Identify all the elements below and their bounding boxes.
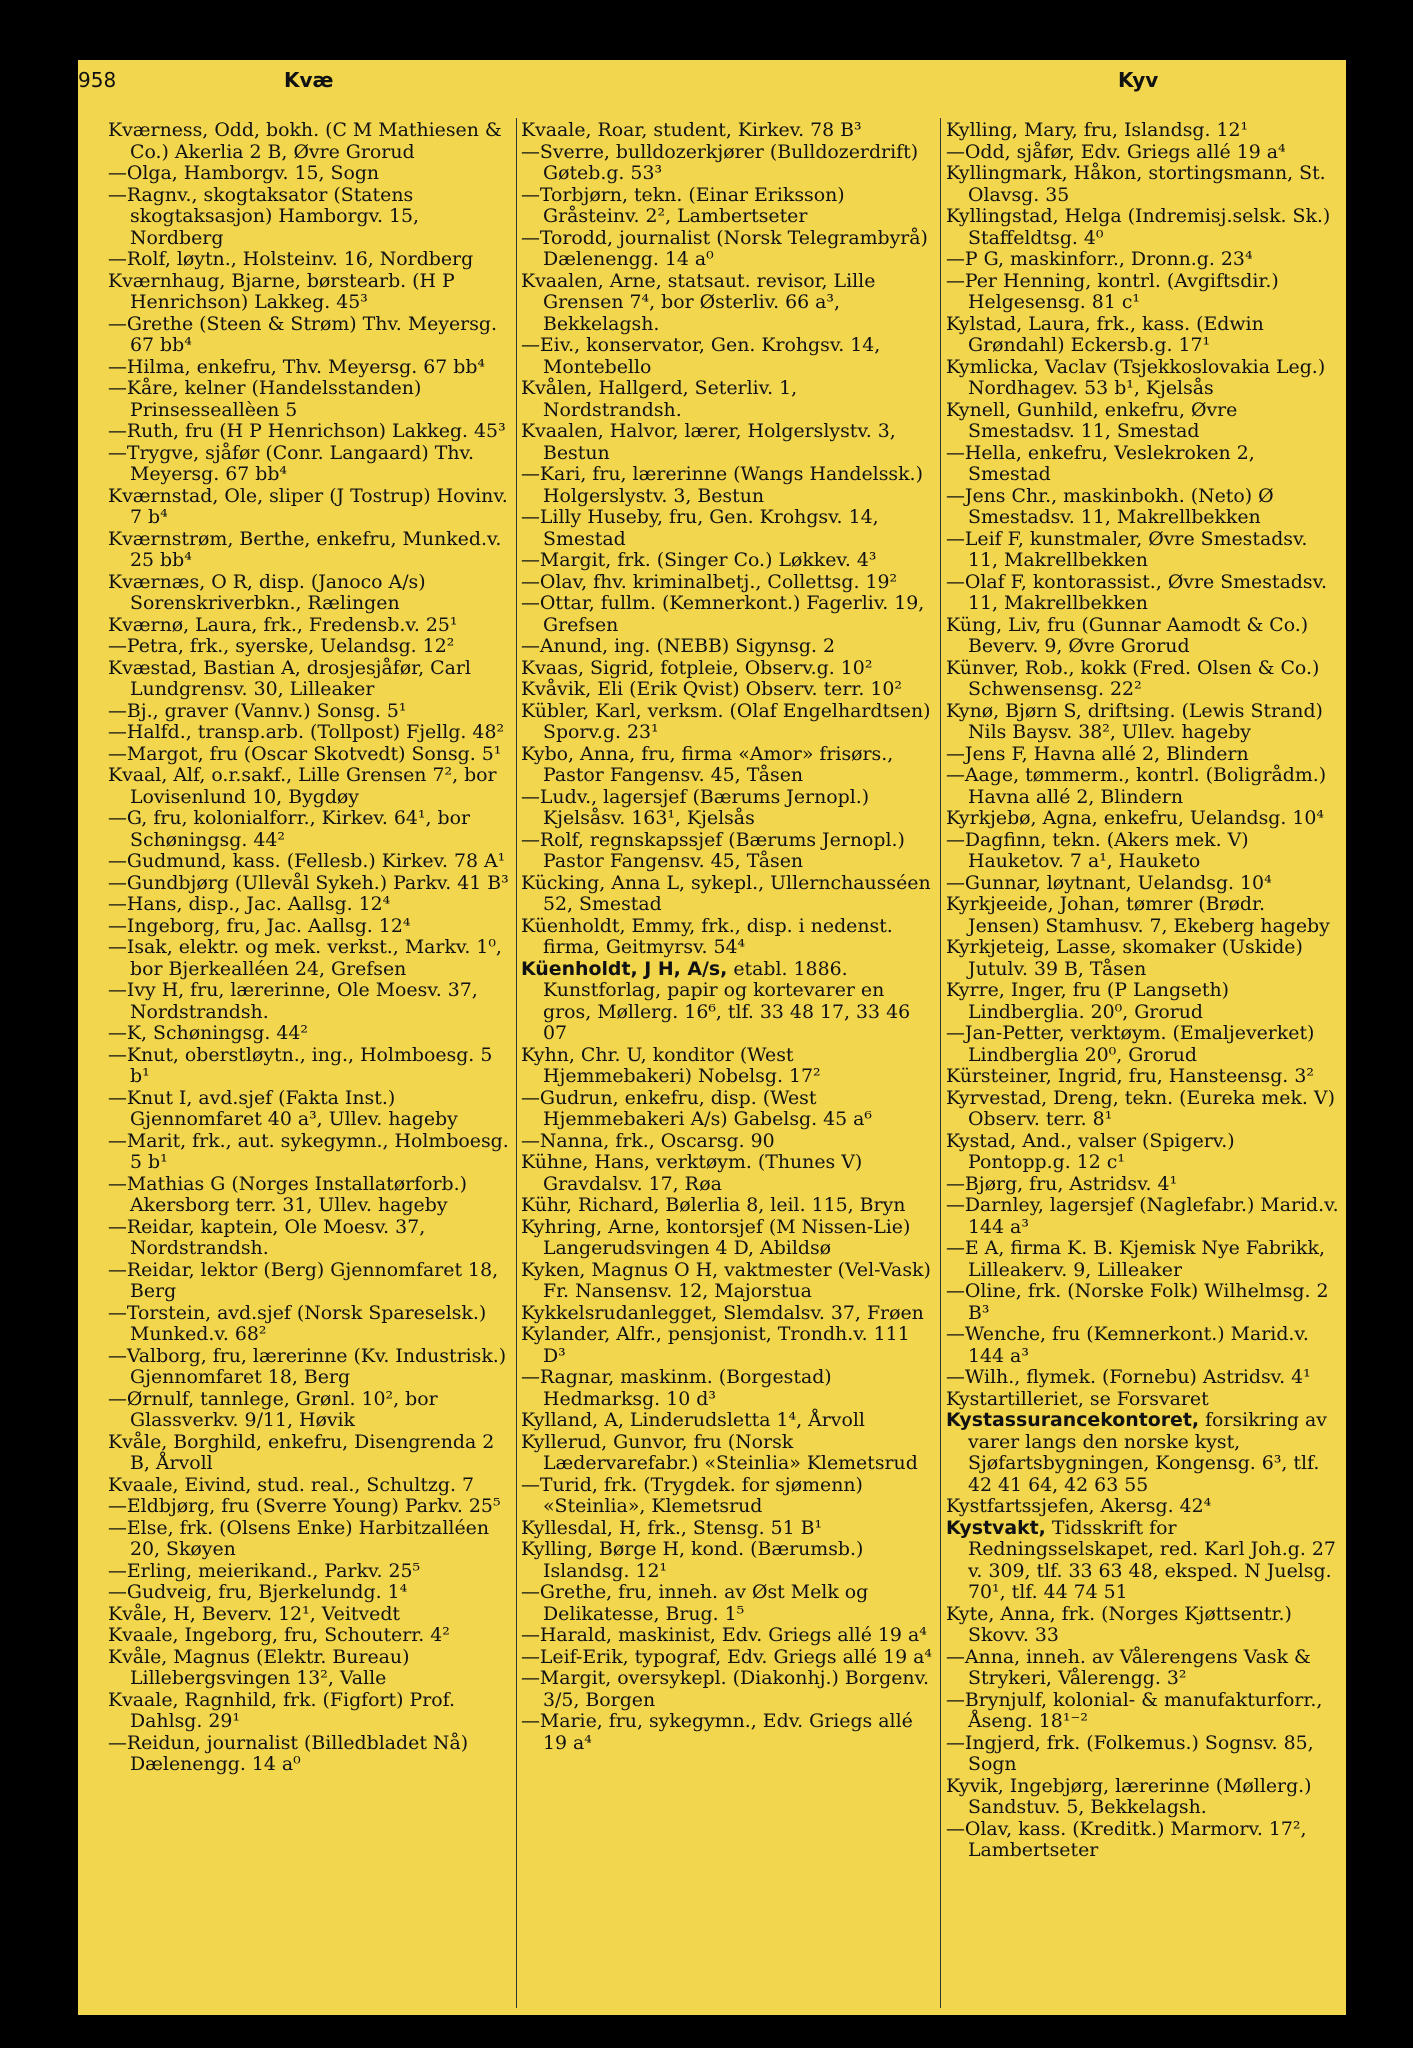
directory-entry <box>108 851 510 873</box>
directory-entry <box>108 1582 510 1604</box>
directory-entry <box>946 615 1342 658</box>
entry-text: —Olav, fhv. kriminalbetj., Collettsg. 19² <box>521 570 898 593</box>
entry-text: —Torodd, journalist (Norsk Telegrambyrå) Dælenengg. 14 a⁰ <box>521 226 928 270</box>
directory-entry <box>521 679 933 701</box>
entry-text: Kyrkjebø, Agna, enkefru, Uelandsg. 10⁴ <box>946 807 1324 829</box>
directory-entry <box>521 873 933 916</box>
directory-entry <box>521 142 933 185</box>
entry-text: Künver, Rob., kokk (Fred. Olsen & Co.) Schwensensg. 22² <box>946 656 1320 700</box>
entry-text: —Anna, inneh. av Vålerengens Vask & Strykeri, Vålerengg. 3² <box>946 1645 1311 1689</box>
entry-text: —Marie, fru, sykegymn., Edv. Griegs allé 19 a⁴ <box>521 1710 913 1754</box>
entry-text: —Oline, frk. (Norske Folk) Wilhelmsg. 2 B³ <box>946 1280 1329 1324</box>
directory-entry <box>108 378 510 421</box>
directory-entry <box>521 830 933 873</box>
column-divider <box>940 118 941 2008</box>
entry-text: —Olav, kass. (Kreditk.) Marmorv. 17², Lambertseter <box>946 1817 1307 1861</box>
directory-entry <box>108 1174 510 1217</box>
directory-entry <box>521 701 933 744</box>
directory-entry <box>108 1604 510 1626</box>
directory-entry <box>946 894 1342 937</box>
entry-text: —Darnley, lagersjef (Naglefabr.) Marid.v. 144 a³ <box>946 1194 1339 1238</box>
directory-entry <box>521 1432 933 1475</box>
entry-text: —Ruth, fru (H P Henrichson) Lakkeg. 45³ <box>108 420 506 442</box>
entry-text: —Ivy H, fru, lærerinne, Ole Moesv. 37, Nordstrandsh. <box>108 979 478 1023</box>
entry-text: —Knut I, avd.sjef (Fakta Inst.) Gjennomfaret 40 a³, Ullev. hageby <box>108 1086 458 1130</box>
entry-text: —Halfd., transp.arb. (Tollpost) Fjellg. 48² <box>108 721 505 743</box>
entry-text: —K, Schøningsg. 44² <box>108 1022 308 1044</box>
entry-text: Kyken, Magnus O H, vaktmester (Vel-Vask) Fr. Nansensv. 12, Majorstua <box>521 1258 931 1302</box>
entry-text: Kynell, Gunhild, enkefru, Øvre Smestadsv. 11, Smestad <box>946 398 1238 442</box>
directory-entry <box>521 959 933 1045</box>
entry-text: —G, fru, kolonialforr., Kirkev. 64¹, bor Schøningsg. 44² <box>108 807 470 851</box>
entry-text: Kvaalen, Arne, statsaut. revisor, Lille Grensen 7⁴, bor Østerliv. 66 a³, Bekkelagsh. <box>521 269 876 335</box>
entry-text: —Ottar, fullm. (Kemnerkont.) Fagerliv. 19, Grefsen <box>521 592 925 636</box>
entry-text: Kyhn, Chr. U, konditor (West Hjemmebakeri) Nobelsg. 17² <box>521 1043 821 1087</box>
entry-text: —Else, frk. (Olsens Enke) Harbitzalléen 20, Skøyen <box>108 1516 489 1560</box>
directory-entry <box>521 1647 933 1669</box>
directory-entry <box>108 765 510 808</box>
entry-text: —Odd, sjåfør, Edv. Griegs allé 19 a⁴ <box>946 140 1286 163</box>
entry-text: Kvaale, Eivind, stud. real., Schultzg. 7 <box>108 1473 474 1496</box>
directory-entry <box>521 335 933 378</box>
entry-text: —Margot, fru (Oscar Skotvedt) Sonsg. 5¹ <box>108 742 502 765</box>
directory-entry <box>521 1324 933 1367</box>
directory-entry <box>108 894 510 916</box>
directory-entry <box>108 658 510 701</box>
directory-entry <box>946 1195 1342 1238</box>
entry-text: —Erling, meierikand., Parkv. 25⁵ <box>108 1559 421 1582</box>
directory-entry <box>108 744 510 766</box>
entry-text: Kyllingstad, Helga (Indremisj.selsk. Sk.) Staffeldtsg. 4⁰ <box>946 205 1331 249</box>
entry-text: —Lilly Huseby, fru, Gen. Krohgsv. 14, Smestad <box>521 506 879 550</box>
directory-entry <box>108 636 510 658</box>
directory-entry <box>521 1088 933 1131</box>
entry-text: Tidsskrift for Redningsselskapet, red. Karl Joh.g. 27 v. 309, tlf. 33 63 48, eksped. N Juelsg. 70¹, tlf. 44 74 51 <box>968 1516 1336 1603</box>
entry-text: Küng, Liv, fru (Gunnar Aamodt & Co.) Beverv. 9, Øvre Grorud <box>946 613 1309 657</box>
directory-entry <box>108 808 510 851</box>
directory-entry <box>108 1475 510 1497</box>
entry-text: Kvaale, Ingeborg, fru, Schouterr. 4² <box>108 1624 450 1646</box>
entry-text: Kylander, Alfr., pensjonist, Trondh.v. 111 D³ <box>521 1323 910 1367</box>
directory-entry <box>946 1131 1342 1174</box>
entry-text: —Gunnar, løytnant, Uelandsg. 10⁴ <box>946 871 1272 894</box>
column-divider <box>516 118 517 2008</box>
entry-text: Kystartilleriet, se Forsvaret <box>946 1387 1209 1410</box>
entry-text: —Nanna, frk., Oscarsg. 90 <box>521 1129 775 1152</box>
directory-entry <box>521 507 933 550</box>
entry-text: —Torbjørn, tekn. (Einar Eriksson) Gråsteinv. 2², Lambertseter <box>521 183 845 227</box>
directory-entry <box>521 658 933 680</box>
directory-entry <box>521 1131 933 1153</box>
entry-text: Kværness, Odd, bokh. (C M Mathiesen & Co.) Akerlia 2 B, Øvre Grorud <box>108 119 502 163</box>
directory-entry <box>946 271 1342 314</box>
directory-entry <box>521 1410 933 1432</box>
directory-entry <box>946 314 1342 357</box>
entry-text: Kvaale, Ragnhild, frk. (Figfort) Prof. Dahlsg. 29¹ <box>108 1688 455 1732</box>
directory-entry <box>946 1088 1342 1131</box>
directory-entry <box>946 249 1342 271</box>
entry-text: Kværnstad, Ole, sliper (J Tostrup) Hovinv. 7 b⁴ <box>108 484 508 528</box>
directory-entry <box>521 1668 933 1711</box>
entry-text: —Isak, elektr. og mek. verkst., Markv. 1⁰, bor Bjerkealléen 24, Grefsen <box>108 936 502 980</box>
entry-text: Kyllerud, Gunvor, fru (Norsk Lædervarefabr.) «Steinlia» Klemetsrud <box>521 1430 918 1474</box>
directory-entry <box>521 787 933 830</box>
directory-entry <box>946 357 1342 400</box>
entry-text: —Ingjerd, frk. (Folkemus.) Sognsv. 85, Sogn <box>946 1731 1314 1775</box>
directory-entry <box>946 1733 1342 1776</box>
directory-entry <box>108 1260 510 1303</box>
entry-text: —Hilma, enkefru, Thv. Meyersg. 67 bb⁴ <box>108 355 486 378</box>
directory-entry <box>946 1647 1342 1690</box>
entry-text: Kværnhaug, Bjarne, børstearb. (H P Henrichson) Lakkeg. 45³ <box>108 269 455 313</box>
directory-entry <box>521 378 933 421</box>
entry-text: —Wenche, fru (Kemnerkont.) Marid.v. 144 a³ <box>946 1323 1309 1367</box>
entry-text: —Brynjulf, kolonial- & manufakturforr., Åseng. 18¹⁻² <box>946 1688 1323 1732</box>
entry-text: —Rolf, regnskapssjef (Bærums Jernopl.) Pastor Fangensv. 45, Tåsen <box>521 828 905 872</box>
entry-text: —Hella, enkefru, Veslekroken 2, Smestad <box>946 441 1255 485</box>
entry-text: etabl. 1886. Kunstforlag, papir og kortevarer en gros, Møllerg. 16⁶, tlf. 33 48 17, 33 46 07 <box>543 957 911 1044</box>
entry-text: Kühne, Hans, verktøym. (Thunes V) Gravdalsv. 17, Røa <box>521 1151 863 1195</box>
entry-text: —Wilh., flymek. (Fornebu) Astridsv. 4¹ <box>946 1366 1311 1388</box>
directory-entry <box>946 206 1342 249</box>
entry-text: —Anund, ing. (NEBB) Sigynsg. 2 <box>521 635 836 657</box>
entry-text: forsikring av varer langs den norske kyst, Sjøfartsbygningen, Kongensg. 6³, tlf. 42 41 64, 42 63 55 <box>968 1409 1327 1496</box>
directory-entry <box>521 916 933 959</box>
entry-text: —Leif F, kunstmaler, Øvre Smestadsv. 11, Makrellbekken <box>946 527 1308 571</box>
directory-entry <box>946 1410 1342 1496</box>
entry-text: —E A, firma K. B. Kjemisk Nye Fabrikk, Lilleakerv. 9, Lilleaker <box>946 1237 1325 1281</box>
entry-text: Kvæstad, Bastian A, drosjesjåfør, Carl Lundgrensv. 30, Lilleaker <box>108 656 471 700</box>
directory-entry <box>946 400 1342 443</box>
directory-entry <box>108 486 510 529</box>
entry-text: Kvaas, Sigrid, fotpleie, Observ.g. 10² <box>521 656 873 679</box>
entry-text: —Bj., graver (Vannv.) Sonsg. 5¹ <box>108 699 407 722</box>
entry-text: Kyrkjeteig, Lasse, skomaker (Uskide) Jutulv. 39 B, Tåsen <box>946 936 1303 980</box>
directory-entry <box>521 1152 933 1195</box>
directory-entry <box>521 636 933 658</box>
directory-entry <box>946 873 1342 895</box>
entry-text: Kvåvik, Eli (Erik Qvist) Observ. terr. 10² <box>521 678 902 700</box>
directory-entry <box>946 744 1342 766</box>
entry-text: Kübler, Karl, verksm. (Olaf Engelhardtsen) Sporv.g. 23¹ <box>521 699 931 743</box>
entry-text: Kylland, A, Linderudsletta 1⁴, Årvoll <box>521 1409 865 1431</box>
directory-entry <box>108 1561 510 1583</box>
directory-entry <box>521 1711 933 1754</box>
directory-entry <box>108 873 510 895</box>
entry-text: —Turid, frk. (Trygdek. for sjømenn) «Steinlia», Klemetsrud <box>521 1473 863 1517</box>
directory-entry <box>521 271 933 336</box>
directory-entry <box>108 937 510 980</box>
directory-entry <box>108 1496 510 1518</box>
entry-text: —Ragnv., skogtaksator (Statens skogtaksasjon) Hamborgv. 15, Nordberg <box>108 183 420 249</box>
entry-text: —Reidun, journalist (Billedbladet Nå) Dælenengg. 14 a⁰ <box>108 1731 469 1775</box>
entry-text: Kylstad, Laura, frk., kass. (Edwin Grøndahl) Eckersb.g. 17¹ <box>946 312 1264 356</box>
entry-text: Kyhring, Arne, kontorsjef (M Nissen-Lie) Langerudsvingen 4 D, Abildsø <box>521 1215 911 1259</box>
entry-text: —Harald, maskinist, Edv. Griegs allé 19 a⁴ <box>521 1624 927 1646</box>
directory-entry <box>946 120 1342 142</box>
entry-text: Kvaale, Roar, student, Kirkev. 78 B³ <box>521 119 862 141</box>
entry-text: —Reidar, kaptein, Ole Moesv. 37, Nordstrandsh. <box>108 1215 426 1259</box>
directory-entry <box>108 1303 510 1346</box>
directory-entry <box>946 808 1342 830</box>
entry-text: Kvåle, H, Beverv. 12¹, Veitvedt <box>108 1602 401 1625</box>
entry-text: —Grethe (Steen & Strøm) Thv. Meyersg. 67 bb⁴ <box>108 312 498 356</box>
entry-text: —Kåre, kelner (Handelsstanden) Prinsesseallèen 5 <box>108 377 422 421</box>
directory-entry <box>521 550 933 572</box>
directory-entry <box>946 1238 1342 1281</box>
directory-entry <box>108 1346 510 1389</box>
entry-text: —Grethe, fru, inneh. av Øst Melk og Delikatesse, Brug. 1⁵ <box>521 1581 869 1625</box>
directory-entry <box>521 1518 933 1540</box>
entry-text: Kværnstrøm, Berthe, enkefru, Munked.v. 25 bb⁴ <box>108 527 502 571</box>
entry-text: —Valborg, fru, lærerinne (Kv. Industrisk.) Gjennomfaret 18, Berg <box>108 1344 507 1388</box>
directory-entry <box>521 1260 933 1303</box>
directory-entry <box>108 421 510 443</box>
directory-entry <box>108 271 510 314</box>
directory-entry <box>108 249 510 271</box>
entry-text: Kystad, And., valser (Spigerv.) Pontopp.g. 12 c¹ <box>946 1129 1235 1173</box>
directory-entry <box>521 185 933 228</box>
directory-entry <box>946 1281 1342 1324</box>
directory-entry <box>108 1389 510 1432</box>
entry-text: —Olga, Hamborgv. 15, Sogn <box>108 162 380 184</box>
entry-text: Kybo, Anna, fru, firma «Amor» frisørs., Pastor Fangensv. 45, Tåsen <box>521 742 894 786</box>
entry-text: Küenholdt, Emmy, frk., disp. i nedenst. firma, Geitmyrsv. 54⁴ <box>521 914 893 958</box>
entry-text: Kykkelsrudanlegget, Slemdalsv. 37, Frøen <box>521 1301 924 1324</box>
directory-entry <box>521 1625 933 1647</box>
entry-text: —Jens Chr., maskinbokh. (Neto) Ø Smestadsv. 11, Makrellbekken <box>946 484 1274 528</box>
entry-text: —Reidar, lektor (Berg) Gjennomfaret 18, Berg <box>108 1258 499 1302</box>
entry-text: Kvålen, Hallgerd, Seterliv. 1, Nordstrandsh. <box>521 377 798 421</box>
entry-text: —Sverre, bulldozerkjører (Bulldozerdrift) Gøteb.g. 53³ <box>521 140 919 184</box>
entry-text: Kymlicka, Vaclav (Tsjekkoslovakia Leg.) Nordhagev. 53 b¹, Kjelsås <box>946 355 1326 399</box>
entry-text: —Torstein, avd.sjef (Norsk Spareselsk.) Munked.v. 68² <box>108 1301 487 1345</box>
entry-text: —Knut, oberstløytn., ing., Holmboesg. 5 b¹ <box>108 1043 493 1087</box>
entry-text: Kyllesdal, H, frk., Stensg. 51 B¹ <box>521 1516 823 1539</box>
directory-entry <box>521 1367 933 1410</box>
directory-column-3 <box>946 120 1342 1862</box>
entry-text: —Kari, fru, lærerinne (Wangs Handelssk.) Holgerslystv. 3, Bestun <box>521 463 923 507</box>
directory-entry <box>108 1518 510 1561</box>
directory-entry <box>946 1776 1342 1819</box>
entry-text: Kyte, Anna, frk. (Norges Kjøttsentr.) Skovv. 33 <box>946 1602 1292 1646</box>
entry-text: —Olaf F, kontorassist., Øvre Smestadsv. 11, Makrellbekken <box>946 570 1328 614</box>
page-header <box>78 68 1346 98</box>
directory-entry <box>108 1045 510 1088</box>
entry-text: Kyrkjeeide, Johan, tømrer (Brødr. Jensen) Stamhusv. 7, Ekeberg hageby <box>946 893 1330 937</box>
entry-text: Kvaalen, Halvor, lærer, Holgerslystv. 3, Bestun <box>521 420 896 464</box>
entry-text: —Hans, disp., Jac. Aallsg. 12⁴ <box>108 893 391 915</box>
entry-text: Kyllingmark, Håkon, stortingsmann, St. Olavsg. 35 <box>946 162 1326 206</box>
entry-text: Kyvik, Ingebjørg, lærerinne (Møllerg.) Sandstuv. 5, Bekkelagsh. <box>946 1774 1312 1818</box>
entry-text: Kühr, Richard, Bølerlia 8, leil. 115, Bryn <box>521 1194 906 1216</box>
directory-entry <box>108 701 510 723</box>
directory-entry <box>946 1174 1342 1196</box>
directory-entry <box>946 1690 1342 1733</box>
entry-company-name: Kystassurancekontoret, <box>946 1409 1200 1431</box>
entry-text: Kværnæs, O R, disp. (Janoco A/s) Sorenskriverbkn., Rælingen <box>108 570 426 614</box>
entry-text: Kürsteiner, Ingrid, fru, Hansteensg. 3² <box>946 1065 1314 1087</box>
directory-entry <box>521 1475 933 1518</box>
directory-entry <box>108 357 510 379</box>
directory-entry <box>108 980 510 1023</box>
entry-text: —P G, maskinforr., Dronn.g. 23⁴ <box>946 248 1253 270</box>
entry-text: —Gudrun, enkefru, disp. (West Hjemmebakeri A/s) Gabelsg. 45 a⁶ <box>521 1086 872 1130</box>
entry-text: —Bjørg, fru, Astridsv. 4¹ <box>946 1172 1178 1195</box>
entry-text: —Gudveig, fru, Bjerkelundg. 1⁴ <box>108 1581 408 1603</box>
directory-page <box>78 60 1346 2015</box>
directory-entry <box>946 529 1342 572</box>
entry-text: —Per Henning, kontrl. (Avgiftsdir.) Helgesensg. 81 c¹ <box>946 269 1279 313</box>
directory-entry <box>108 916 510 938</box>
entry-text: —Petra, frk., syerske, Uelandsg. 12² <box>108 635 455 657</box>
entry-text: —Gudmund, kass. (Fellesb.) Kirkev. 78 A¹ <box>108 850 506 872</box>
directory-entry <box>108 443 510 486</box>
directory-entry <box>946 1389 1342 1411</box>
entry-text: —Ingeborg, fru, Jac. Aallsg. 12⁴ <box>108 914 411 937</box>
directory-entry <box>946 486 1342 529</box>
directory-entry <box>521 1195 933 1217</box>
directory-entry <box>108 572 510 615</box>
directory-entry <box>108 1432 510 1475</box>
directory-entry <box>108 185 510 250</box>
entry-text: Kylling, Mary, fru, Islandsg. 12¹ <box>946 119 1249 141</box>
directory-entry <box>521 744 933 787</box>
directory-entry <box>521 572 933 594</box>
entry-text: Kystfartssjefen, Akersg. 42⁴ <box>946 1495 1212 1517</box>
directory-entry <box>946 443 1342 486</box>
entry-text: Kværnø, Laura, frk., Fredensb.v. 25¹ <box>108 613 458 636</box>
entry-company-name: Küenholdt, J H, A/s, <box>521 957 728 980</box>
entry-text: —Eldbjørg, fru (Sverre Young) Parkv. 25⁵ <box>108 1495 501 1517</box>
directory-entry <box>946 937 1342 980</box>
directory-entry <box>108 722 510 744</box>
right-catchword: Kyv <box>1118 68 1159 92</box>
directory-entry <box>108 1088 510 1131</box>
entry-text: —Eiv., konservator, Gen. Krohgsv. 14, Montebello <box>521 334 881 378</box>
entry-text: Kyrre, Inger, fru (P Langseth) Lindberglia. 20⁰, Grorud <box>946 979 1230 1023</box>
directory-entry <box>946 1023 1342 1066</box>
entry-text: Kvaal, Alf, o.r.sakf., Lille Grensen 7², bor Lovisenlund 10, Bygdøy <box>108 764 497 808</box>
directory-entry <box>946 765 1342 808</box>
directory-entry <box>108 163 510 185</box>
directory-entry <box>108 529 510 572</box>
left-catchword: Kvæ <box>284 68 334 92</box>
directory-column-2 <box>521 120 933 1754</box>
directory-entry <box>946 1496 1342 1518</box>
directory-entry <box>946 1367 1342 1389</box>
directory-entry <box>108 314 510 357</box>
directory-entry <box>946 572 1342 615</box>
directory-entry <box>946 980 1342 1023</box>
directory-entry <box>108 120 510 163</box>
directory-entry <box>521 228 933 271</box>
directory-entry <box>521 1217 933 1260</box>
entry-text: Kvåle, Magnus (Elektr. Bureau) Lillebergsvingen 13², Valle <box>108 1645 410 1689</box>
directory-entry <box>108 1023 510 1045</box>
entry-text: —Margit, frk. (Singer Co.) Løkkev. 4³ <box>521 549 877 571</box>
directory-entry <box>946 142 1342 164</box>
entry-text: —Aage, tømmerm., kontrl. (Boligrådm.) Havna allé 2, Blindern <box>946 764 1327 808</box>
entry-text: —Dagfinn, tekn. (Akers mek. V) Hauketov. 7 a¹, Hauketo <box>946 828 1249 872</box>
entry-text: —Ørnulf, tannlege, Grønl. 10², bor Glassverkv. 9/11, Høvik <box>108 1387 438 1431</box>
directory-entry <box>521 1045 933 1088</box>
directory-entry <box>521 593 933 636</box>
entry-text: —Jan-Petter, verktøym. (Emaljeverket) Lindberglia 20⁰, Grorud <box>946 1022 1315 1066</box>
directory-entry <box>946 1518 1342 1604</box>
directory-entry <box>108 1217 510 1260</box>
entry-text: Kvåle, Borghild, enkefru, Disengrenda 2 B, Årvoll <box>108 1430 495 1474</box>
directory-entry <box>946 1066 1342 1088</box>
entry-text: Kynø, Bjørn S, driftsing. (Lewis Strand) Nils Baysv. 38², Ullev. hageby <box>946 699 1323 743</box>
entry-text: —Leif-Erik, typograf, Edv. Griegs allé 19 a⁴ <box>521 1645 932 1668</box>
entry-company-name: Kystvakt, <box>946 1516 1046 1539</box>
entry-text: —Mathias G (Norges Installatørforb.) Akersborg terr. 31, Ullev. hageby <box>108 1172 468 1216</box>
directory-entry <box>521 1303 933 1325</box>
directory-entry <box>946 1324 1342 1367</box>
directory-entry <box>521 1582 933 1625</box>
entry-text: —Ludv., lagersjef (Bærums Jernopl.) Kjelsåsv. 163¹, Kjelsås <box>521 785 870 829</box>
directory-entry <box>108 1690 510 1733</box>
entry-text: Kylling, Børge H, kond. (Bærumsb.) Islandsg. 12¹ <box>521 1538 864 1582</box>
directory-entry <box>108 615 510 637</box>
entry-text: —Jens F, Havna allé 2, Blindern <box>946 742 1249 765</box>
entry-text: —Trygve, sjåfør (Conr. Langaard) Thv. Meyersg. 67 bb⁴ <box>108 441 474 485</box>
directory-entry <box>108 1733 510 1776</box>
directory-entry <box>521 1539 933 1582</box>
directory-entry <box>946 701 1342 744</box>
entry-text: Kücking, Anna L, sykepl., Ullernchausséen 52, Smestad <box>521 871 931 915</box>
directory-entry <box>108 1647 510 1690</box>
directory-entry <box>521 464 933 507</box>
entry-text: —Ragnar, maskinm. (Borgestad) Hedmarksg. 10 d³ <box>521 1366 832 1410</box>
entry-text: Kyrvestad, Dreng, tekn. (Eureka mek. V) Observ. terr. 8¹ <box>946 1086 1335 1130</box>
entry-text: —Margit, oversykepl. (Diakonhj.) Borgenv. 3/5, Borgen <box>521 1667 930 1711</box>
directory-entry <box>946 163 1342 206</box>
directory-entry <box>946 658 1342 701</box>
directory-entry <box>108 1625 510 1647</box>
directory-entry <box>108 1131 510 1174</box>
page-number: 958 <box>78 68 117 92</box>
directory-column-1 <box>108 120 510 1776</box>
entry-text: —Gundbjørg (Ullevål Sykeh.) Parkv. 41 B³ <box>108 871 509 894</box>
directory-entry <box>521 421 933 464</box>
directory-entry <box>946 1819 1342 1862</box>
directory-entry <box>946 1604 1342 1647</box>
directory-entry <box>946 830 1342 873</box>
entry-text: —Rolf, løytn., Holsteinv. 16, Nordberg <box>108 248 474 270</box>
entry-text: —Marit, frk., aut. sykegymn., Holmboesg. 5 b¹ <box>108 1129 509 1173</box>
directory-entry <box>521 120 933 142</box>
